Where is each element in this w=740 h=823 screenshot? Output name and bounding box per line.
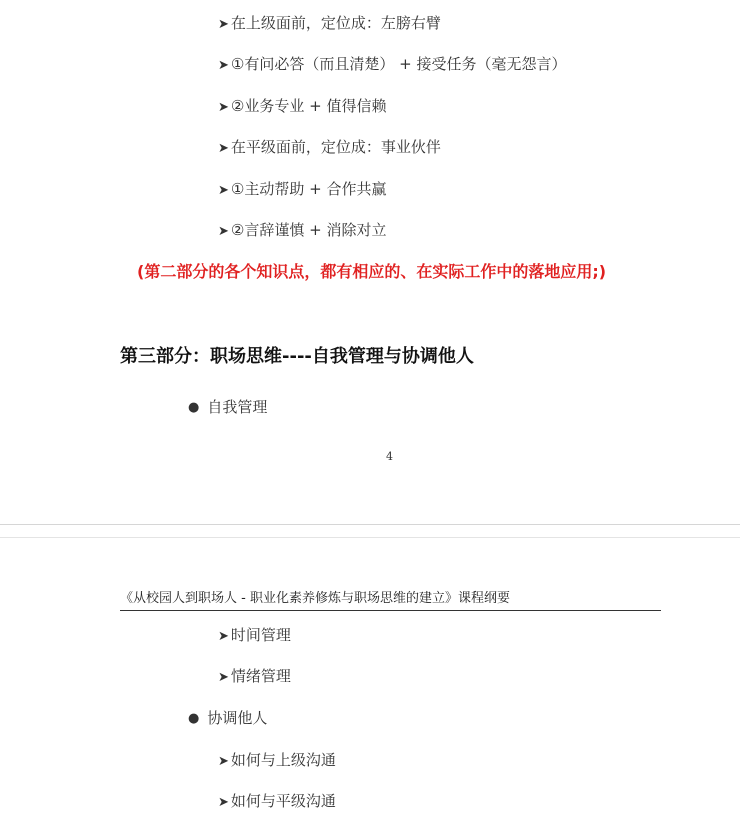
list-item: ➤ ①主动帮助 + 合作共赢 (218, 179, 386, 201)
page-divider (0, 524, 740, 525)
list-item: ➤ 时间管理 (218, 625, 291, 647)
bullet-item-self-management: ● 自我管理 (188, 397, 267, 419)
page-divider (0, 537, 740, 538)
list-item: ➤ ②言辞谨慎 + 消除对立 (218, 220, 386, 242)
list-item: ➤ ②业务专业 + 值得信赖 (218, 96, 386, 118)
list-item: ➤ 如何与上级沟通 (218, 750, 336, 772)
list-item: ➤ 在上级面前，定位成：左膀右臂 (218, 13, 441, 35)
list-item: ➤ 如何与平级沟通 (218, 791, 336, 813)
list-item: ➤ ①有问必答（而且清楚） + 接受任务（毫无怨言） (218, 54, 566, 76)
bullet-item-coordination: ● 协调他人 (188, 708, 267, 730)
page-number: 4 (386, 450, 393, 463)
list-item: ➤ 情绪管理 (218, 666, 291, 688)
page-header: 《从校园人到职场人 - 职业化素养修炼与职场思维的建立》课程纲要 (120, 590, 661, 611)
section-title: 第三部分：职场思维----自我管理与协调他人 (120, 346, 474, 367)
list-item: ➤ 在平级面前，定位成：事业伙伴 (218, 137, 441, 159)
highlight-note: (第二部分的各个知识点，都有相应的、在实际工作中的落地应用;) (137, 262, 607, 281)
